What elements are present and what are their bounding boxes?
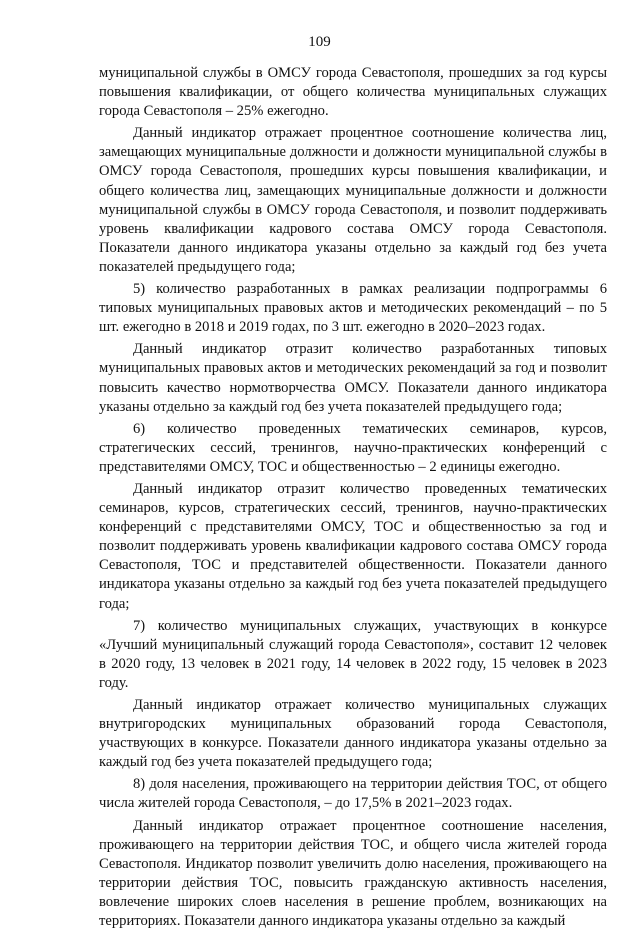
- paragraph-3: 5) количество разработанных в рамках реализации подпрограммы 6 типовых муниципальных правовых актов и методических рекомендаций – по 5 шт. ежегодно в 2018 и 2019 годах, по 3 шт. ежегодно в 2020–2023 годах.: [99, 281, 607, 336]
- paragraph-2: Данный индикатор отражает процентное соотношение количества лиц, замещающих муниципальные должности и должности муниципальной службы в ОМСУ города Севастополя, прошедших курсы повышения квалификации, и общего количества лиц, замещающих муниципальные должности и должности муниципальной службы в ОМСУ города Севастополя, и позволит поддерживать уровень квалификации кадрового состава ОМСУ города Севастополя. Показатели данного индикатора указаны отдельно за каждый год без учета показателей предыдущего года;: [99, 125, 607, 275]
- document-body: [99, 64, 607, 934]
- paragraph-5: 6) количество проведенных тематических семинаров, курсов, стратегических сессий, тренингов, научно-практических конференций с представителями ОМСУ, ТОС и общественностью – 2 единицы ежегодно.: [99, 420, 607, 475]
- paragraph-9: 8) доля населения, проживающего на территории действия ТОС, от общего числа жителей города Севастополя, – до 17,5% в 2021–2023 годах.: [99, 776, 607, 812]
- paragraph-7: 7) количество муниципальных служащих, участвующих в конкурсе «Лучший муниципальный служащий города Севастополя», составит 12 человек в 2020 году, 13 человек в 2021 году, 14 человек в 2022 году, 15 человек в 2023 году.: [99, 617, 607, 691]
- paragraph-4: Данный индикатор отразит количество разработанных типовых муниципальных правовых актов и методических рекомендаций за год и позволит повысить качество нормотворчества ОМСУ. Показатели данного индикатора указаны отдельно за каждый год без учета показателей предыдущего года;: [99, 341, 607, 415]
- page-number: 109: [308, 34, 331, 50]
- paragraph-6: Данный индикатор отразит количество проведенных тематических семинаров, курсов, стратегических сессий, тренингов, научно-практических конференций с представителями ОМСУ, ТОС и общественностью за год и позволит поддерживать уровень квалификации кадрового состава ОМСУ города Севастополя, ТОС и представителей общественности. Показатели данного индикатора указаны отдельно за каждый год без учета показателей предыдущего года;: [99, 480, 607, 612]
- paragraph-8: Данный индикатор отражает количество муниципальных служащих внутригородских муниципальных образований города Севастополя, участвующих в конкурсе. Показатели данного индикатора указаны отдельно за каждый год без учета показателей предыдущего года;: [99, 697, 607, 771]
- paragraph-1: муниципальной службы в ОМСУ города Севастополя, прошедших за год курсы повышения квалификации, от общего количества муниципальных служащих города Севастополя – 25% ежегодно.: [99, 65, 607, 120]
- paragraph-10: Данный индикатор отражает процентное соотношение населения, проживающего на территории действия ТОС, и общего числа жителей города Севастополя. Индикатор позволит увеличить долю населения, проживающего на территории действия ТОС, повысить гражданскую активность населения, вовлечение широких слоев населения в решение проблем, возникающих на территориях. Показатели данного индикатора указаны отдельно за каждый: [99, 817, 607, 930]
